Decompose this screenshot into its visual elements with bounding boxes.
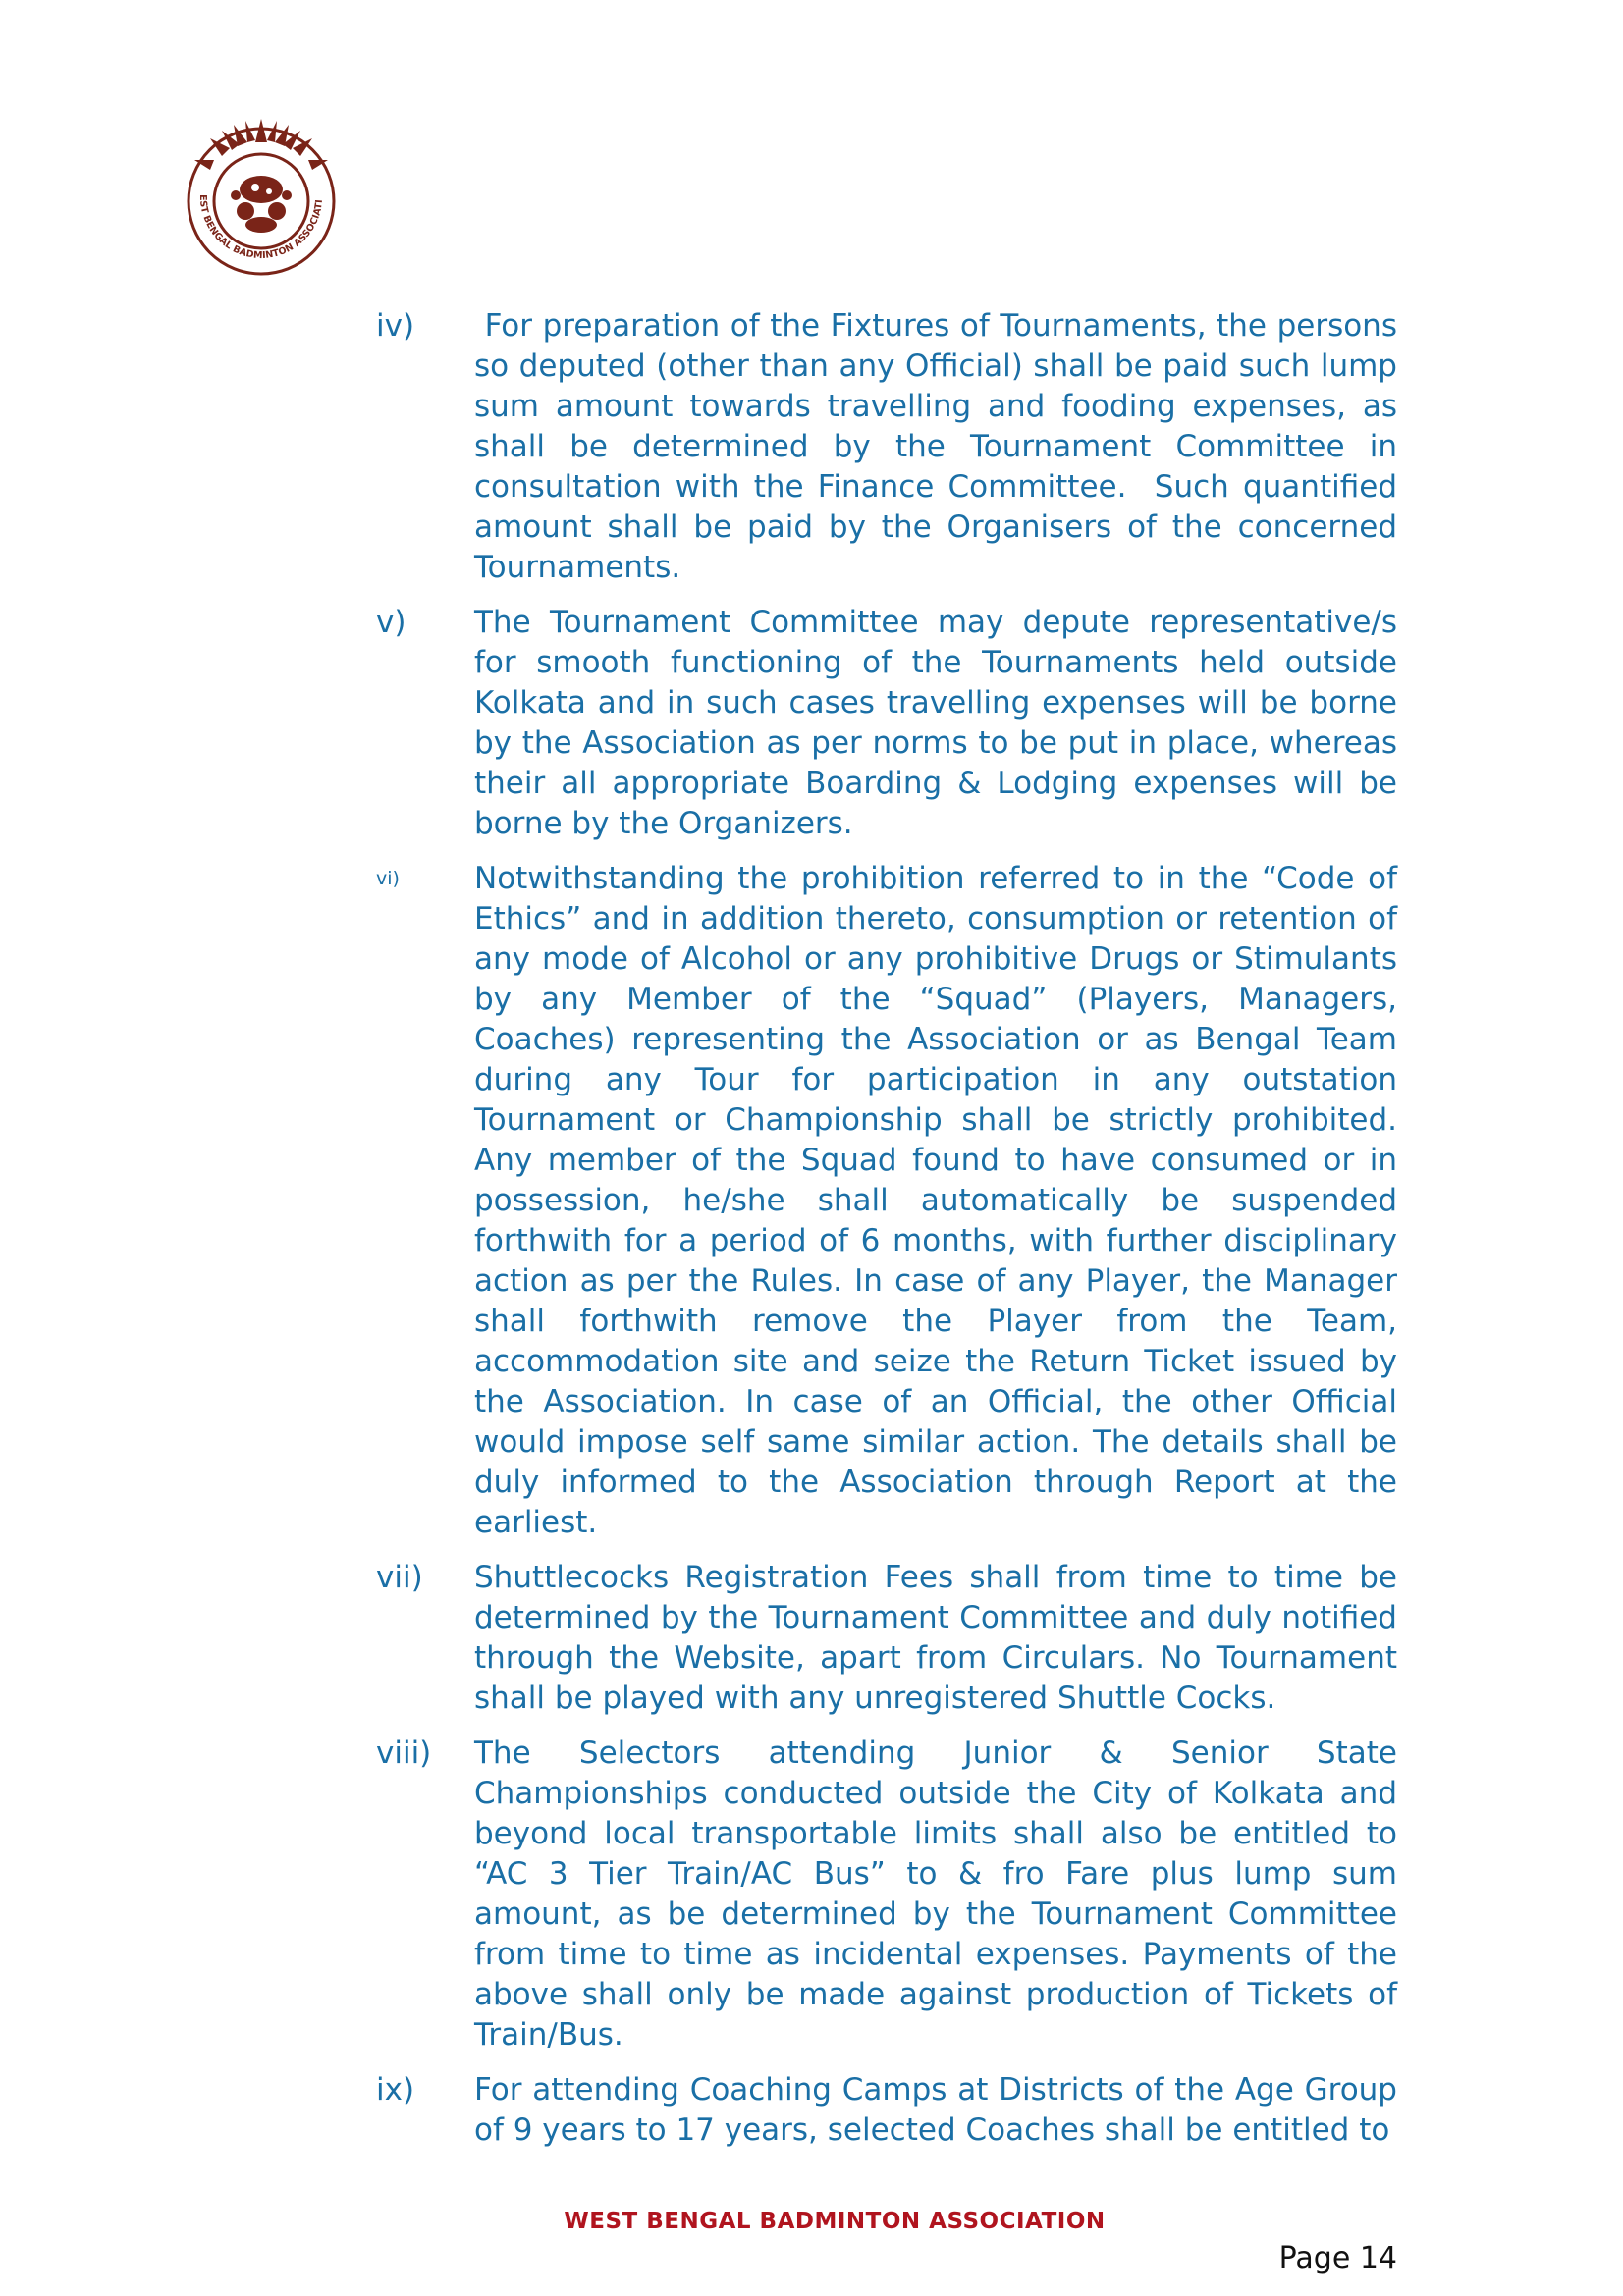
rule-text: Shuttlecocks Registration Fees shall from time to time be determined by the Tournament Committee and duly notified through the Website, apart from Circulars. No Tournament shall be played with any unregistered Shuttle Cocks. — [474, 1560, 1407, 1716]
wbba-seal-logo-icon — [177, 113, 346, 282]
rule-item-vii — [376, 1558, 1407, 1719]
rules-list — [376, 306, 1407, 2165]
rule-text: For preparation of the Fixtures of Tournaments, the persons so deputed (other than any Official) shall be paid such lump sum amount towards travelling and fooding expenses, as shall be determined by the Tournament Committee in consultation with the Finance Committee. Such quantified amount shall be paid by the Organisers of the concerned Tournaments. — [474, 308, 1407, 585]
svg-text:WEST BENGAL BADMINTON ASSOCIAT: EST BENGAL BADMINTON ASSOCIATI — [196, 194, 325, 262]
rule-number: vii) — [376, 1560, 423, 1595]
association-logo — [177, 113, 346, 282]
rule-item-ix — [376, 2070, 1407, 2151]
rule-text: For attending Coaching Camps at Districts of the Age Group of 9 years to 17 years, selected Coaches shall be entitled to — [474, 2072, 1407, 2148]
rule-item-v — [376, 603, 1407, 844]
rule-text: The Tournament Committee may depute representative/s for smooth functioning of the Tournaments held outside Kolkata and in such cases travelling expenses will be borne by the Association as per norms to be put in place, whereas their all appropriate Boarding & Lodging expenses will be borne by the Organizers. — [474, 605, 1407, 841]
rule-item-viii — [376, 1734, 1407, 2056]
rule-number: ix) — [376, 2072, 415, 2108]
rule-number: vi) — [376, 868, 400, 889]
rule-number: viii) — [376, 1735, 432, 1771]
page-number: Page 14 — [1278, 2241, 1397, 2275]
rule-number: iv) — [376, 308, 415, 344]
rule-number: v) — [376, 605, 406, 640]
rule-item-iv — [376, 306, 1407, 588]
rule-text: The Selectors attending Junior & Senior State Championships conducted outside the City of Kolkata and beyond local transportable limits shall also be entitled to “AC 3 Tier Train/AC Bus” to & fro Fare plus lump sum amount, as be determined by the Tournament Committee from time to time as incidental expenses. Payments of the above shall only be made against production of Tickets of Train/Bus. — [474, 1735, 1407, 2053]
rule-item-vi — [376, 859, 1407, 1543]
rule-text: Notwithstanding the prohibition referred to in the “Code of Ethics” and in addition thereto, consumption or retention of any mode of Alcohol or any prohibitive Drugs or Stimulants by any Member of the “Squad” (Players, Managers, Coaches) representing the Association or as Bengal Team during any Tour for participation in any outstation Tournament or Championship shall be strictly prohibited. Any member of the Squad found to have consumed or in possession, he/she shall automatically be suspended forthwith for a period of 6 months, with further disciplinary action as per the Rules. In case of any Player, the Manager shall forthwith remove the Player from the Team, accommodation site and seize the Return Ticket issued by the Association. In case of an Official, the other Official would impose self same similar action. The details shall be duly informed to the Association through Report at the earliest. — [474, 861, 1407, 1540]
footer-organization: WEST BENGAL BADMINTON ASSOCIATION — [564, 2209, 1106, 2234]
